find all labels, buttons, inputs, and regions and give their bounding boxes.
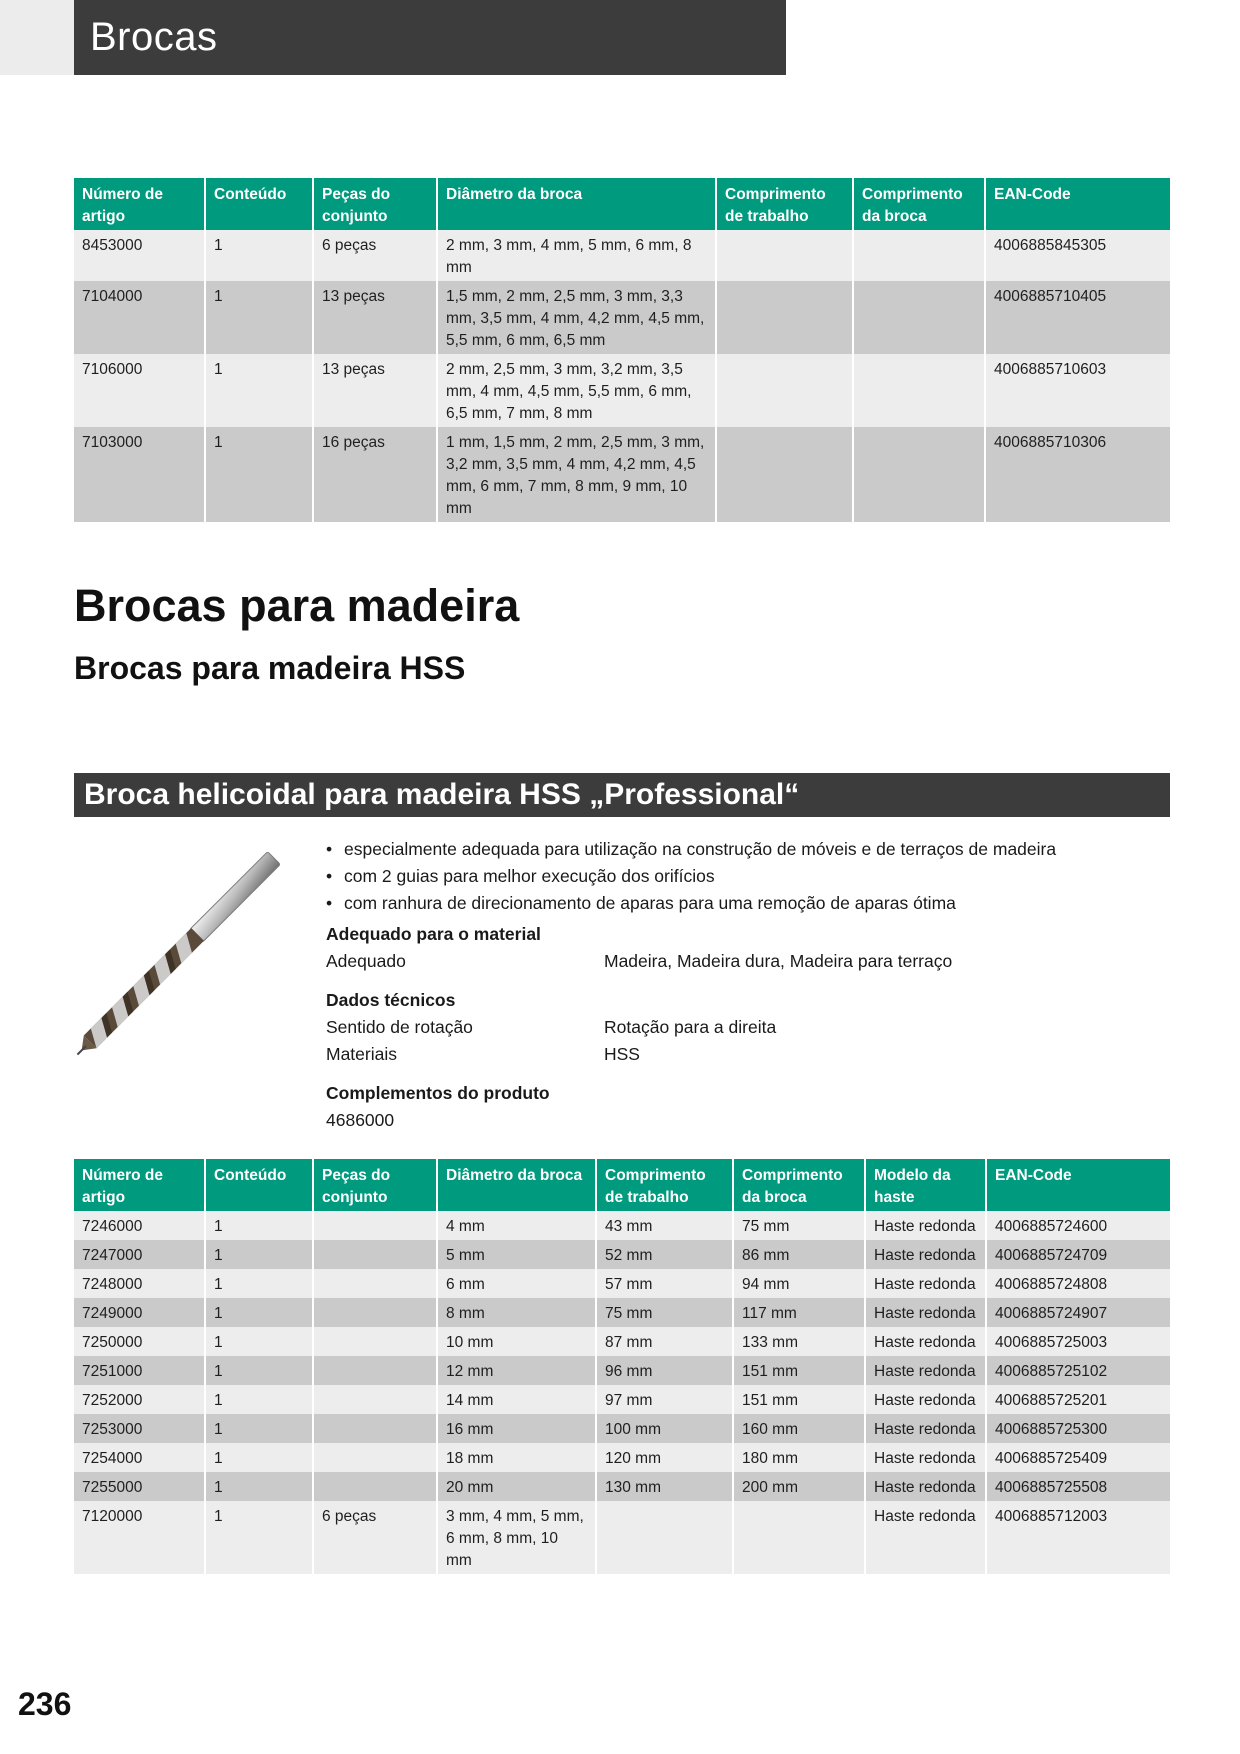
table-cell: 7255000	[74, 1472, 205, 1501]
table-row	[74, 281, 1170, 354]
table-cell: 16 peças	[313, 427, 437, 522]
table-cell: 180 mm	[733, 1443, 865, 1472]
table-cell: 1	[205, 354, 313, 427]
table-cell: Haste redonda	[865, 1269, 986, 1298]
rotation-label: Sentido de rotação	[326, 1017, 473, 1037]
table-cell: 4006885710306	[985, 427, 1170, 522]
column-header: Número de artigo	[74, 1159, 205, 1211]
header-tab	[0, 0, 74, 75]
table-cell: 43 mm	[596, 1211, 733, 1240]
product-title: Broca helicoidal para madeira HSS „Professional“	[74, 773, 1170, 817]
table-cell: 4006885710405	[985, 281, 1170, 354]
table-row	[74, 1327, 1170, 1356]
table-cell: 75 mm	[733, 1211, 865, 1240]
table-cell	[313, 1211, 437, 1240]
table-cell: 4006885724600	[986, 1211, 1170, 1240]
table-cell: 8453000	[74, 230, 205, 281]
table-cell: Haste redonda	[865, 1211, 986, 1240]
table-header-row	[74, 178, 1170, 230]
table-cell: 13 peças	[313, 354, 437, 427]
table-cell: 16 mm	[437, 1414, 596, 1443]
table-cell: 1	[205, 1414, 313, 1443]
material-heading: Adequado para o material	[326, 924, 541, 944]
table-cell: 4006885725508	[986, 1472, 1170, 1501]
table-row	[74, 1356, 1170, 1385]
page-number: 236	[18, 1686, 72, 1722]
page-header-title: Brocas	[74, 0, 786, 75]
material-label: Adequado	[326, 951, 406, 971]
table-cell	[313, 1269, 437, 1298]
table-cell: Haste redonda	[865, 1356, 986, 1385]
table-cell	[313, 1356, 437, 1385]
table-cell: 1	[205, 1298, 313, 1327]
table-row	[74, 427, 1170, 522]
table-cell: 7103000	[74, 427, 205, 522]
table-cell: 86 mm	[733, 1240, 865, 1269]
table-cell	[313, 1472, 437, 1501]
table-cell	[853, 427, 985, 522]
table-cell: 7252000	[74, 1385, 205, 1414]
table-cell: 7253000	[74, 1414, 205, 1443]
table-cell	[853, 354, 985, 427]
table-cell: 1	[205, 1269, 313, 1298]
table-row	[74, 1269, 1170, 1298]
table-cell: 1	[205, 1501, 313, 1574]
table-cell	[716, 230, 853, 281]
table-cell: 7249000	[74, 1298, 205, 1327]
column-header: Comprimento da broca	[853, 178, 985, 230]
table-row	[74, 354, 1170, 427]
column-header: Comprimento de trabalho	[596, 1159, 733, 1211]
table-cell: 7254000	[74, 1443, 205, 1472]
table-cell: 4006885725003	[986, 1327, 1170, 1356]
table-cell: 12 mm	[437, 1356, 596, 1385]
table-cell: 117 mm	[733, 1298, 865, 1327]
table-cell: 8 mm	[437, 1298, 596, 1327]
table-cell: 1	[205, 1240, 313, 1269]
table-cell: 7106000	[74, 354, 205, 427]
table-cell: 3 mm, 4 mm, 5 mm, 6 mm, 8 mm, 10 mm	[437, 1501, 596, 1574]
column-header: Peças do conjunto	[313, 1159, 437, 1211]
table-cell	[313, 1443, 437, 1472]
list-item: • especialmente adequada para utilização na construção de móveis e de terraços de madeira	[326, 839, 1057, 859]
table-cell: 7250000	[74, 1327, 205, 1356]
table-cell: Haste redonda	[865, 1240, 986, 1269]
material-value: Madeira, Madeira dura, Madeira para terraço	[604, 951, 953, 971]
table-cell: 133 mm	[733, 1327, 865, 1356]
table-cell	[313, 1327, 437, 1356]
section-title: Brocas para madeira	[74, 580, 520, 631]
column-header: Comprimento de trabalho	[716, 178, 853, 230]
wood-drill-table	[74, 1159, 1170, 1574]
table-cell: 14 mm	[437, 1385, 596, 1414]
table-cell: 4006885725102	[986, 1356, 1170, 1385]
table-cell: 96 mm	[596, 1356, 733, 1385]
table-cell: 7247000	[74, 1240, 205, 1269]
table-cell: 13 peças	[313, 281, 437, 354]
table-cell: 7104000	[74, 281, 205, 354]
table-cell: 75 mm	[596, 1298, 733, 1327]
table-row	[74, 1298, 1170, 1327]
table-cell	[716, 427, 853, 522]
column-header: Diâmetro da broca	[437, 1159, 596, 1211]
list-item: • com ranhura de direcionamento de aparas para uma remoção de aparas ótima	[326, 893, 956, 913]
table-cell: 52 mm	[596, 1240, 733, 1269]
table-cell: Haste redonda	[865, 1327, 986, 1356]
drill-sets-table	[74, 178, 1170, 522]
table-cell: 6 peças	[313, 230, 437, 281]
table-cell: 7248000	[74, 1269, 205, 1298]
table-row	[74, 1240, 1170, 1269]
column-header: Comprimento da broca	[733, 1159, 865, 1211]
table-cell	[853, 230, 985, 281]
table-cell: 7246000	[74, 1211, 205, 1240]
column-header: Conteúdo	[205, 178, 313, 230]
table-cell: 1	[205, 281, 313, 354]
table-cell: 4006885725409	[986, 1443, 1170, 1472]
table-row	[74, 1414, 1170, 1443]
rotation-value: Rotação para a direita	[604, 1017, 777, 1037]
table-cell: 151 mm	[733, 1385, 865, 1414]
table-cell: 4006885724709	[986, 1240, 1170, 1269]
table-cell: Haste redonda	[865, 1385, 986, 1414]
table-cell: 1	[205, 230, 313, 281]
table-cell: 1	[205, 1385, 313, 1414]
table-cell	[716, 281, 853, 354]
table-row	[74, 1443, 1170, 1472]
materials-label: Materiais	[326, 1044, 397, 1064]
table-cell: 7120000	[74, 1501, 205, 1574]
table-cell: 4006885710603	[985, 354, 1170, 427]
table-cell: 1	[205, 1327, 313, 1356]
table-cell: 97 mm	[596, 1385, 733, 1414]
table-cell: 10 mm	[437, 1327, 596, 1356]
table-cell: 4 mm	[437, 1211, 596, 1240]
table-cell: 1	[205, 427, 313, 522]
table-cell: 160 mm	[733, 1414, 865, 1443]
table-cell: 1,5 mm, 2 mm, 2,5 mm, 3 mm, 3,3 mm, 3,5 mm, 4 mm, 4,2 mm, 4,5 mm, 5,5 mm, 6 mm, 6,5 mm	[437, 281, 716, 354]
materials-value: HSS	[604, 1044, 640, 1064]
table-cell: 6 peças	[313, 1501, 437, 1574]
table-row	[74, 230, 1170, 281]
column-header: Número de artigo	[74, 178, 205, 230]
table-row	[74, 1501, 1170, 1574]
table-cell: 1	[205, 1472, 313, 1501]
table-cell: Haste redonda	[865, 1298, 986, 1327]
table-cell	[313, 1414, 437, 1443]
table-cell: 87 mm	[596, 1327, 733, 1356]
table-cell	[313, 1385, 437, 1414]
table-cell: 130 mm	[596, 1472, 733, 1501]
table-cell: 120 mm	[596, 1443, 733, 1472]
section-subtitle: Brocas para madeira HSS	[74, 650, 466, 686]
table-cell: 20 mm	[437, 1472, 596, 1501]
table-row	[74, 1472, 1170, 1501]
table-cell: Haste redonda	[865, 1443, 986, 1472]
table-cell: 200 mm	[733, 1472, 865, 1501]
table-cell: 1	[205, 1356, 313, 1385]
table-cell: 94 mm	[733, 1269, 865, 1298]
list-item: • com 2 guias para melhor execução dos orifícios	[326, 866, 715, 886]
table-cell: 1	[205, 1443, 313, 1472]
table-cell: 2 mm, 3 mm, 4 mm, 5 mm, 6 mm, 8 mm	[437, 230, 716, 281]
table-cell: 4006885845305	[985, 230, 1170, 281]
table-cell: Haste redonda	[865, 1501, 986, 1574]
tech-heading: Dados técnicos	[326, 990, 456, 1010]
table-row	[74, 1385, 1170, 1414]
table-cell: 2 mm, 2,5 mm, 3 mm, 3,2 mm, 3,5 mm, 4 mm, 4,5 mm, 5,5 mm, 6 mm, 6,5 mm, 7 mm, 8 mm	[437, 354, 716, 427]
table-cell: 57 mm	[596, 1269, 733, 1298]
column-header: Peças do conjunto	[313, 178, 437, 230]
table-cell: 6 mm	[437, 1269, 596, 1298]
table-cell: 151 mm	[733, 1356, 865, 1385]
complements-value: 4686000	[326, 1110, 395, 1130]
table-cell: 4006885725300	[986, 1414, 1170, 1443]
table-row	[74, 1211, 1170, 1240]
table-cell: 100 mm	[596, 1414, 733, 1443]
table-cell: 1 mm, 1,5 mm, 2 mm, 2,5 mm, 3 mm, 3,2 mm, 3,5 mm, 4 mm, 4,2 mm, 4,5 mm, 6 mm, 7 mm, 8 mm, 9 mm, 10 mm	[437, 427, 716, 522]
table-cell	[596, 1501, 733, 1574]
feature-list	[326, 836, 1056, 917]
table-cell: 4006885724907	[986, 1298, 1170, 1327]
wood-drill-image	[70, 828, 305, 1063]
table-cell: 5 mm	[437, 1240, 596, 1269]
column-header: EAN-Code	[986, 1159, 1170, 1211]
table-cell: Haste redonda	[865, 1472, 986, 1501]
table-cell	[716, 354, 853, 427]
table-cell: 4006885724808	[986, 1269, 1170, 1298]
table-cell: 18 mm	[437, 1443, 596, 1472]
table-cell	[313, 1240, 437, 1269]
table-cell: 4006885725201	[986, 1385, 1170, 1414]
table-cell	[853, 281, 985, 354]
table-cell	[733, 1501, 865, 1574]
table-header-row	[74, 1159, 1170, 1211]
column-header: Modelo da haste	[865, 1159, 986, 1211]
complements-heading: Complementos do produto	[326, 1083, 550, 1103]
table-cell	[313, 1298, 437, 1327]
table-cell: 4006885712003	[986, 1501, 1170, 1574]
column-header: EAN-Code	[985, 178, 1170, 230]
column-header: Conteúdo	[205, 1159, 313, 1211]
table-cell: Haste redonda	[865, 1414, 986, 1443]
table-cell: 7251000	[74, 1356, 205, 1385]
table-cell: 1	[205, 1211, 313, 1240]
column-header: Diâmetro da broca	[437, 178, 716, 230]
